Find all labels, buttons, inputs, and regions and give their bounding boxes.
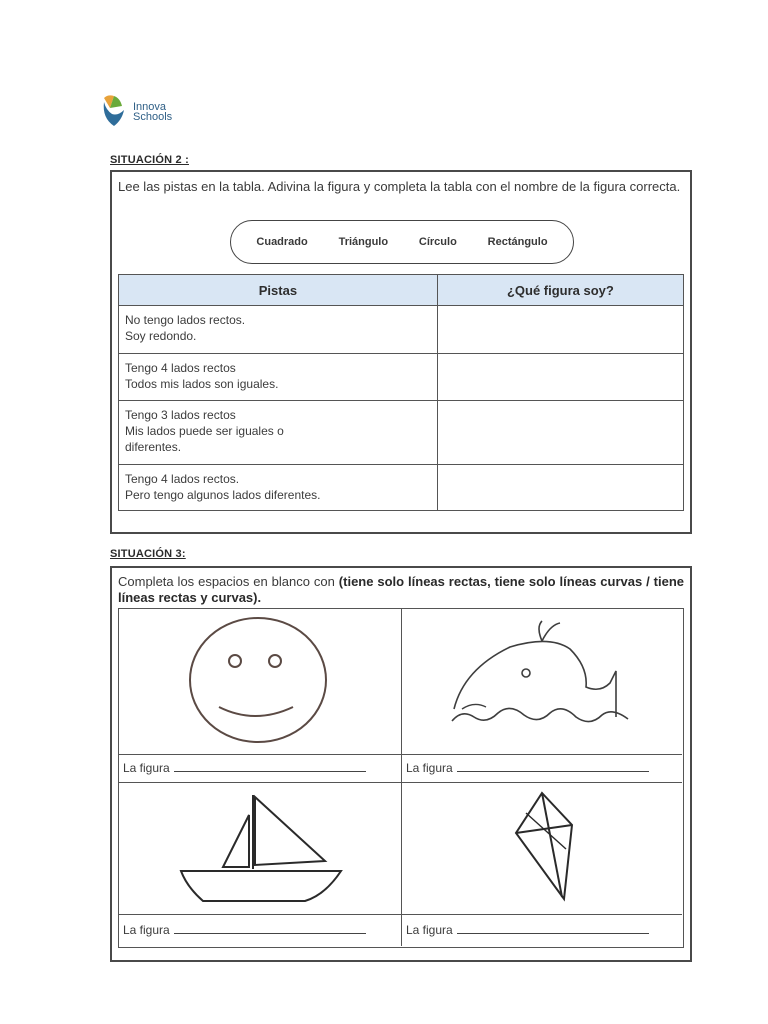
answer-cell[interactable] (437, 465, 683, 511)
answer-blank[interactable] (457, 761, 649, 772)
situation-3-box (110, 566, 692, 962)
innova-logo-icon (100, 92, 132, 132)
answer-blank[interactable] (457, 923, 649, 934)
header-pistas: Pistas (119, 275, 438, 306)
answer-cell[interactable] (437, 401, 683, 465)
clue-cell: Tengo 3 lados rectos Mis lados puede ser iguales o diferentes. (119, 401, 438, 465)
situation-2-title: SITUACIÓN 2 : (110, 154, 189, 166)
figure-cell (402, 783, 682, 915)
clues-table (118, 274, 684, 511)
situation-3-title: SITUACIÓN 3: (110, 548, 186, 560)
caption-cell: La figura (402, 915, 682, 946)
logo-text: Innova Schools (133, 101, 173, 123)
figures-grid (118, 608, 684, 948)
table-row (119, 465, 684, 511)
header-que-figura: ¿Qué figura soy? (437, 275, 683, 306)
sailboat-drawing-icon (175, 791, 345, 909)
figure-cell (119, 783, 402, 915)
caption-cell: La figura (119, 915, 402, 946)
figure-cell (119, 609, 402, 755)
table-row (119, 354, 684, 401)
shape-options-bank (230, 220, 574, 264)
clue-cell: Tengo 4 lados rectos. Pero tengo algunos lados diferentes. (119, 465, 438, 511)
answer-blank[interactable] (174, 761, 366, 772)
table-row (119, 306, 684, 354)
figure-cell (402, 609, 682, 755)
answer-blank[interactable] (174, 923, 366, 934)
situation-3-instructions: Completa los espacios en blanco con (tiene solo líneas rectas, tiene solo líneas curvas / tiene líneas rectas y curvas). (118, 574, 685, 605)
option-circulo: Círculo (418, 236, 457, 248)
clue-cell: Tengo 4 lados rectos Todos mis lados son iguales. (119, 354, 438, 401)
answer-cell[interactable] (437, 306, 683, 354)
option-rectangulo: Rectángulo (487, 236, 548, 248)
kite-drawing-icon (506, 789, 578, 909)
answer-cell[interactable] (437, 354, 683, 401)
caption-cell: La figura (119, 755, 402, 783)
situation-2-instructions: Lee las pistas en la tabla. Adivina la figura y completa la tabla con el nombre de la figura correcta. (118, 179, 681, 194)
option-cuadrado: Cuadrado (256, 236, 308, 248)
whale-drawing-icon (450, 617, 640, 727)
innova-schools-logo (100, 92, 190, 132)
caption-cell: La figura (402, 755, 682, 783)
clue-cell: No tengo lados rectos. Soy redondo. (119, 306, 438, 354)
situation-2-box (110, 170, 692, 534)
option-triangulo: Triángulo (338, 236, 389, 248)
table-row (119, 401, 684, 465)
smiley-face-drawing-icon (183, 615, 333, 745)
